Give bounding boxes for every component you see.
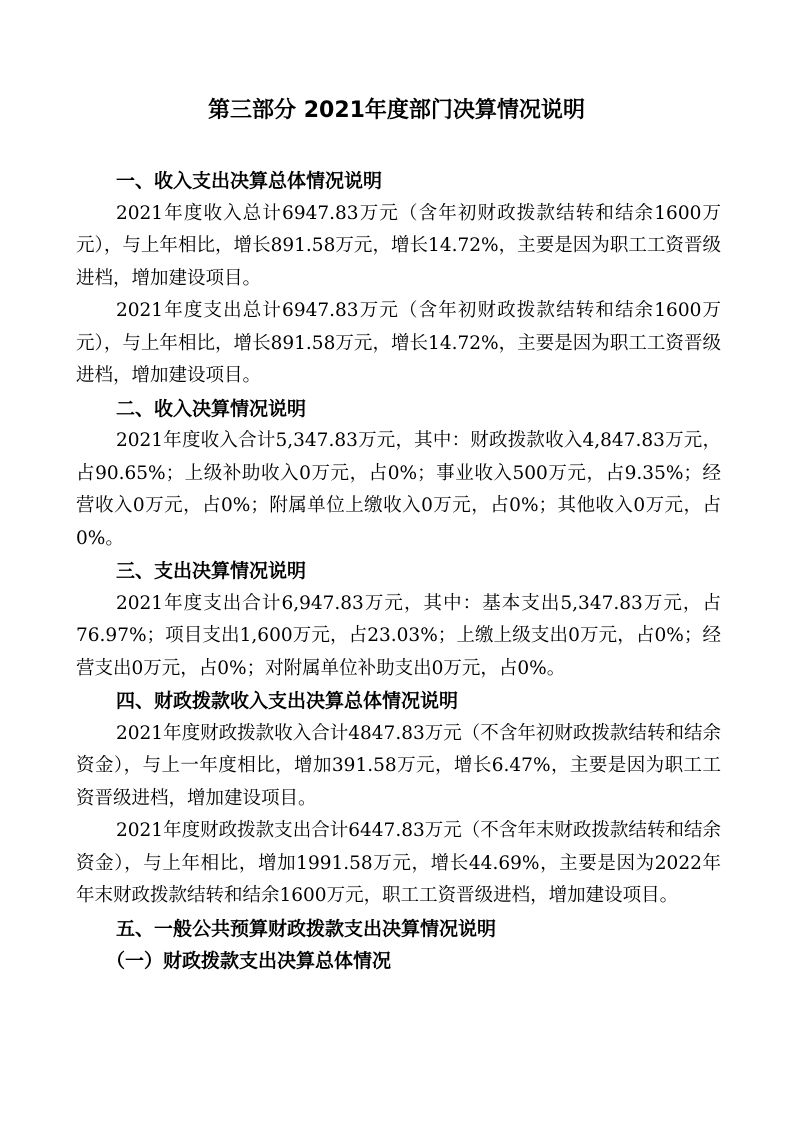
paragraph: 2021年度财政拨款支出合计6447.83万元（不含年末财政拨款结转和结余资金），与上年相比，增加1991.58万元，增长44.69%，主要是因为2022年年末财政拨款结转和结余1600万元，职工工资晋级进档，增加建设项目。 (76, 820, 721, 906)
section-heading: 三、支出决算情况说明 (116, 560, 307, 582)
section-expenditure-details (76, 555, 721, 685)
paragraph: 2021年度支出合计6,947.83万元，其中：基本支出5,347.83万元，占76.97%；项目支出1,600万元，占23.03%；上缴上级支出0万元，占0%；经营支出0万元，占0%；对附属单位补助支出0万元，占0%。 (76, 592, 721, 679)
section-income-expenditure-overview (76, 165, 721, 393)
section-fiscal-appropriation-overview (76, 685, 721, 913)
subsection-heading: （一）财政拨款支出决算总体情况 (106, 950, 392, 972)
paragraph: 2021年度收入合计5,347.83万元，其中：财政拨款收入4,847.83万元，占90.65%；上级补助收入0万元，占0%；事业收入500万元，占9.35%；经营收入0万元，占0%；附属单位上缴收入0万元，占0%；其他收入0万元，占0%。 (76, 430, 721, 549)
section-income-details (76, 393, 721, 556)
page-title: 第三部分 2021年度部门决算情况说明 (208, 98, 585, 123)
paragraph: 2021年度财政拨款收入合计4847.83万元（不含年初财政拨款结转和结余资金），与上一年度相比，增加391.58万元，增长6.47%，主要是因为职工工资晋级进档，增加建设项目。 (76, 722, 721, 809)
document-body (76, 165, 721, 978)
section-heading: 五、一般公共预算财政拨款支出决算情况说明 (116, 917, 497, 940)
section-heading: 二、收入决算情况说明 (116, 397, 307, 420)
paragraph: 2021年度收入总计6947.83万元（含年初财政拨款结转和结余1600万元），与上年相比，增长891.58万元，增长14.72%，主要是因为职工工资晋级进档，增加建设项目。 (76, 202, 721, 289)
section-heading: 四、财政拨款收入支出决算总体情况说明 (116, 690, 459, 712)
section-heading: 一、收入支出决算总体情况说明 (116, 170, 383, 192)
paragraph: 2021年度支出总计6947.83万元（含年初财政拨款结转和结余1600万元），与上年相比，增长891.58万元，增长14.72%，主要是因为职工工资晋级进档，增加建设项目。 (76, 300, 721, 386)
section-general-public-budget (76, 913, 721, 978)
